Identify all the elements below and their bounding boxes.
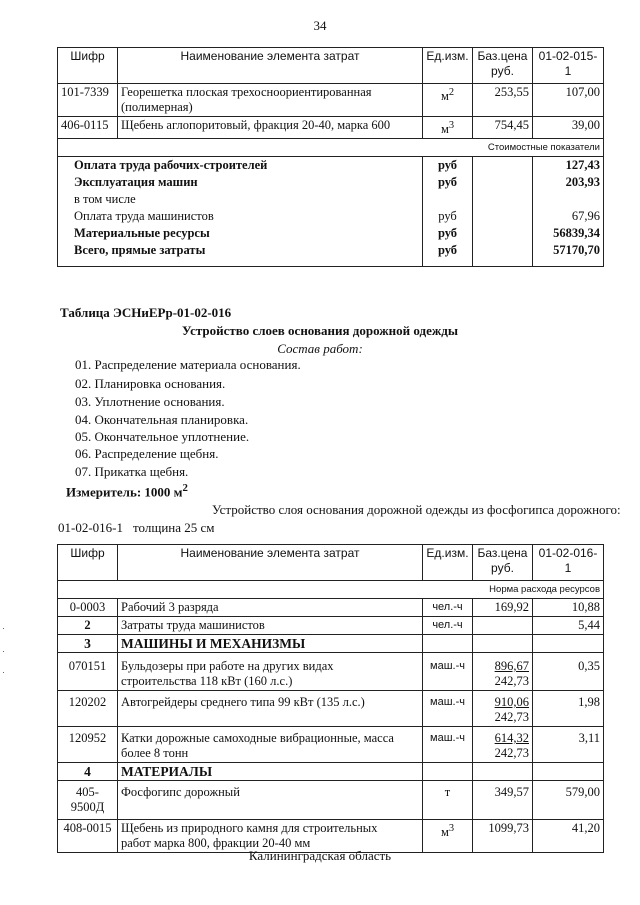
summary-row: [58, 242, 604, 266]
summary-unit: руб: [423, 157, 473, 175]
summary-value: 203,93: [533, 174, 604, 191]
row-name: Фосфогипс дорожный: [118, 781, 423, 820]
cost-table-01-02-015: [57, 47, 604, 267]
subheader-resource-norm: Норма расхода ресурсов: [58, 581, 604, 599]
row-unit: маш.-ч: [423, 727, 473, 763]
section-row: [58, 763, 604, 781]
subheader-cost-indicators: Стоимостные показатели: [58, 139, 604, 157]
row-code: 101-7339: [58, 84, 118, 117]
section-title: Устройство слоев основания дорожной одежды: [181, 323, 459, 338]
summary-value: 57170,70: [533, 242, 604, 266]
row-code: 408-0015: [58, 820, 118, 853]
description: Устройство слоя основания дорожной одежды из фосфогипса дорожного:: [212, 502, 621, 517]
row-name: Георешетка плоская трехосноориентированная (полимерная): [118, 84, 423, 117]
row-value: 10,88: [533, 599, 604, 617]
item-code: 01-02-016-1: [58, 520, 123, 535]
row-value: 107,00: [533, 84, 604, 117]
subheader-row: [58, 139, 604, 157]
summary-row: [58, 225, 604, 242]
summary-label: в том числе: [58, 191, 423, 208]
row-name: Рабочий 3 разряда: [118, 599, 423, 617]
table-row: [58, 781, 604, 820]
row-price: 1099,73: [473, 820, 533, 853]
summary-label: Оплата труда машинистов: [58, 208, 423, 225]
header-column-code: 01-02-015-1: [533, 48, 604, 84]
row-unit: маш.-ч: [423, 653, 473, 691]
header-name: Наименование элемента затрат: [118, 545, 423, 581]
row-price: 754,45: [473, 117, 533, 139]
row-code: 406-0115: [58, 117, 118, 139]
section-row: [58, 635, 604, 653]
header-price: Баз.цена руб.: [473, 545, 533, 581]
header-unit: Ед.изм.: [423, 545, 473, 581]
row-price: 614,32 242,73: [473, 727, 533, 763]
row-price: 169,92: [473, 599, 533, 617]
summary-value: 127,43: [533, 157, 604, 175]
scan-mark: [3, 628, 4, 629]
row-value: 0,35: [533, 653, 604, 691]
row-code: 405-9500Д: [58, 781, 118, 820]
row-unit: маш.-ч: [423, 691, 473, 727]
section-title-materials: МАТЕРИАЛЫ: [118, 763, 423, 781]
section-title-machines: МАШИНЫ И МЕХАНИЗМЫ: [118, 635, 423, 653]
table-header-row: [58, 545, 604, 581]
row-value: 579,00: [533, 781, 604, 820]
table-header-row: [58, 48, 604, 84]
table-row: [58, 599, 604, 617]
list-item: 07. Прикатка щебня.: [75, 464, 189, 479]
row-unit: $м^3$: [423, 117, 473, 139]
header-unit: Ед.изм.: [423, 48, 473, 84]
row-unit: т: [423, 781, 473, 820]
summary-value: 67,96: [533, 208, 604, 225]
row-code: 070151: [58, 653, 118, 691]
summary-value: 56839,34: [533, 225, 604, 242]
section-code: 3: [58, 635, 118, 653]
row-price: 910,06 242,73: [473, 691, 533, 727]
table-title: Таблица ЭСНиЕРр-01-02-016: [60, 305, 232, 320]
meter-label: Измеритель: 1000 $м^2$: [66, 482, 188, 500]
list-item: 06. Распределение щебня.: [75, 446, 219, 461]
summary-label: Материальные ресурсы: [58, 225, 423, 242]
table-row: [58, 117, 604, 139]
row-price: 253,55: [473, 84, 533, 117]
row-code: 120202: [58, 691, 118, 727]
works-title: Состав работ:: [277, 341, 363, 356]
row-name: Катки дорожные самоходные вибрационные, масса более 8 тонн: [118, 727, 423, 763]
row-name: Затраты труда машинистов: [118, 617, 423, 635]
table-row: [58, 653, 604, 691]
summary-label: Эксплуатация машин: [58, 174, 423, 191]
summary-unit: руб: [423, 225, 473, 242]
item-text: толщина 25 см: [133, 520, 215, 535]
list-item: 01. Распределение материала основания.: [75, 357, 301, 372]
row-value: 3,11: [533, 727, 604, 763]
table-row: [58, 617, 604, 635]
section-code: 4: [58, 763, 118, 781]
summary-row: [58, 157, 604, 175]
summary-row: [58, 174, 604, 191]
footer-region: Калининградская область: [248, 848, 392, 863]
row-code: 2: [58, 617, 118, 635]
row-value: 1,98: [533, 691, 604, 727]
table-row: [58, 691, 604, 727]
resource-table-01-02-016: [57, 544, 604, 853]
summary-unit: руб: [423, 242, 473, 266]
row-price: 896,67 242,73: [473, 653, 533, 691]
row-unit: чел.-ч: [423, 617, 473, 635]
row-code: 0-0003: [58, 599, 118, 617]
row-name: Бульдозеры при работе на других видах строительства 118 кВт (160 л.с.): [118, 653, 423, 691]
header-name: Наименование элемента затрат: [118, 48, 423, 84]
row-name: Щебень из природного камня для строительных работ марка 800, фракции 20-40 мм: [118, 820, 423, 853]
row-name: Щебень аглопоритовый, фракция 20-40, марка 600: [118, 117, 423, 139]
scan-mark: [3, 651, 4, 652]
row-unit: $м^3$: [423, 820, 473, 853]
summary-unit: руб: [423, 174, 473, 191]
subheader-row: [58, 581, 604, 599]
summary-label: Оплата труда рабочих-строителей: [58, 157, 423, 175]
row-value: 39,00: [533, 117, 604, 139]
row-code: 120952: [58, 727, 118, 763]
summary-label: Всего, прямые затраты: [58, 242, 423, 266]
scan-mark: [3, 672, 4, 673]
row-value: 5,44: [533, 617, 604, 635]
header-column-code: 01-02-016-1: [533, 545, 604, 581]
summary-row: [58, 208, 604, 225]
row-value: 41,20: [533, 820, 604, 853]
list-item: 04. Окончательная планировка.: [75, 412, 249, 427]
row-unit: чел.-ч: [423, 599, 473, 617]
summary-unit: руб: [423, 208, 473, 225]
table-row: [58, 84, 604, 117]
list-item: 05. Окончательное уплотнение.: [75, 429, 250, 444]
list-item: 02. Планировка основания.: [75, 376, 226, 391]
header-code: Шифр: [58, 545, 118, 581]
row-name: Автогрейдеры среднего типа 99 кВт (135 л.с.): [118, 691, 423, 727]
list-item: 03. Уплотнение основания.: [75, 394, 225, 409]
table-row: [58, 727, 604, 763]
header-price: Баз.цена руб.: [473, 48, 533, 84]
page-number: 34: [313, 18, 327, 33]
row-unit: $м^2$: [423, 84, 473, 117]
row-price: 349,57: [473, 781, 533, 820]
header-code: Шифр: [58, 48, 118, 84]
summary-row: [58, 191, 604, 208]
